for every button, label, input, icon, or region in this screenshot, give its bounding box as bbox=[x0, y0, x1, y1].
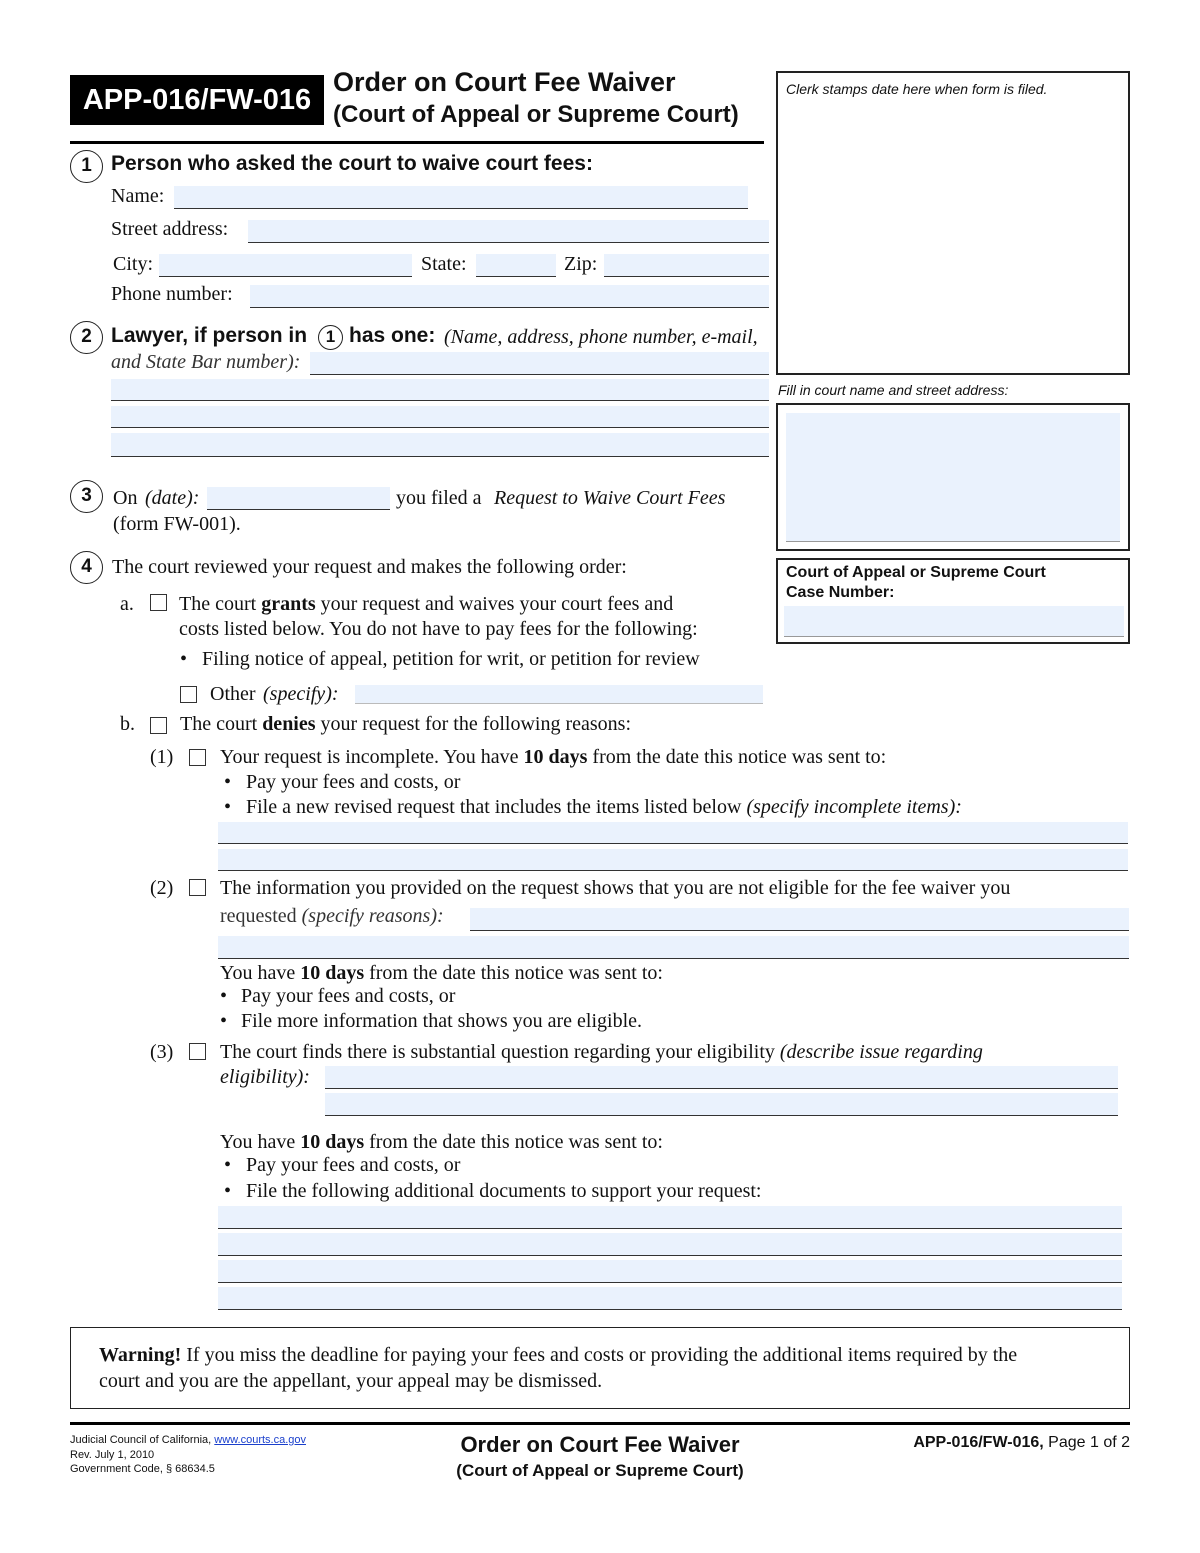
reason-3-doc-field-3[interactable] bbox=[218, 1260, 1122, 1283]
grant-checkbox[interactable] bbox=[150, 594, 167, 611]
footer-subtitle: (Court of Appeal or Supreme Court) bbox=[456, 1461, 744, 1480]
reason-2-have-bold: 10 days bbox=[300, 962, 365, 984]
zip-field[interactable] bbox=[604, 254, 769, 277]
footer-code: Government Code, § 68634.5 bbox=[70, 1463, 215, 1475]
section-1-number: 1 bbox=[70, 150, 103, 183]
reason-1-field-1[interactable] bbox=[218, 822, 1128, 844]
lawyer-field-2[interactable] bbox=[111, 379, 769, 401]
other-checkbox[interactable] bbox=[180, 686, 197, 703]
section-2-heading-b: has one: bbox=[349, 324, 436, 347]
section-3-date-hint: (date): bbox=[145, 487, 200, 509]
reason-2-have bbox=[220, 962, 663, 985]
case-number-box bbox=[776, 558, 1130, 644]
section-2-hint-a: (Name, address, phone number, e-mail, bbox=[444, 326, 758, 348]
section-3-on: On bbox=[113, 487, 138, 509]
lawyer-field-1[interactable] bbox=[310, 352, 769, 375]
reason-2-bullet-1-dot: • bbox=[220, 985, 228, 1007]
reason-1-line bbox=[220, 746, 886, 769]
reason-2-requested: requested bbox=[220, 905, 297, 927]
item-a-bullet: Filing notice of appeal, petition for writ, or petition for review bbox=[202, 648, 700, 670]
reason-2-bullet-2: File more information that shows you are eligible. bbox=[241, 1010, 643, 1032]
court-address-field[interactable] bbox=[786, 413, 1120, 542]
footer-council bbox=[70, 1434, 306, 1446]
item-a-bold: grants bbox=[261, 593, 316, 615]
warning-bold: Warning! bbox=[99, 1344, 182, 1366]
warning-box bbox=[70, 1327, 1130, 1409]
item-b-letter: b. bbox=[120, 713, 135, 735]
section-3-request-title: Request to Waive Court Fees bbox=[494, 487, 726, 509]
court-address-label: Fill in court name and street address: bbox=[778, 382, 1009, 398]
footer-link[interactable]: www.courts.ca.gov bbox=[214, 1434, 306, 1446]
phone-label: Phone number: bbox=[111, 283, 233, 305]
page-subtitle: (Court of Appeal or Supreme Court) bbox=[333, 101, 739, 128]
reason-2-have-b: from the date this notice was sent to: bbox=[369, 962, 663, 984]
item-b-text-b: your request for the following reasons: bbox=[320, 713, 632, 735]
reason-3-doc-field-1[interactable] bbox=[218, 1206, 1122, 1229]
reason-3-bullet-2-dot: • bbox=[224, 1180, 232, 1202]
clerk-stamp-label: Clerk stamps date here when form is filed. bbox=[786, 81, 1048, 97]
name-field[interactable] bbox=[174, 186, 748, 209]
reason-1-text-b: from the date this notice was sent to: bbox=[592, 746, 887, 768]
reason-3-doc-field-4[interactable] bbox=[218, 1287, 1122, 1310]
section-3-number: 3 bbox=[70, 480, 103, 513]
other-hint: (specify): bbox=[263, 683, 339, 705]
reason-3-checkbox[interactable] bbox=[189, 1043, 206, 1060]
page-title: Order on Court Fee Waiver bbox=[333, 67, 676, 97]
lawyer-field-3[interactable] bbox=[111, 406, 769, 428]
case-number-label-2: Case Number: bbox=[786, 584, 895, 601]
state-label: State: bbox=[421, 253, 467, 275]
section-1-heading: Person who asked the court to waive court fees: bbox=[111, 152, 593, 175]
footer-title: Order on Court Fee Waiver bbox=[460, 1432, 740, 1457]
section-3-filed: you filed a bbox=[396, 487, 482, 509]
clerk-stamp-box bbox=[776, 71, 1130, 375]
warning-text-a: If you miss the deadline for paying your fees and costs or providing the additional items required by the bbox=[186, 1344, 1018, 1366]
section-2-hint-b: and State Bar number): bbox=[111, 351, 301, 373]
reason-1-field-2[interactable] bbox=[218, 849, 1128, 871]
case-number-label-1: Court of Appeal or Supreme Court bbox=[786, 564, 1046, 581]
reason-1-bullet-2-text: File a new revised request that includes the items listed below bbox=[246, 796, 742, 818]
header-rule bbox=[70, 141, 764, 144]
reason-1-checkbox[interactable] bbox=[189, 749, 206, 766]
reason-2-checkbox[interactable] bbox=[189, 879, 206, 896]
item-b-text-a: The court bbox=[180, 713, 258, 735]
other-label: Other bbox=[210, 683, 256, 705]
reason-3-field-2[interactable] bbox=[325, 1093, 1118, 1116]
reason-3-field-1[interactable] bbox=[325, 1066, 1118, 1089]
reason-3-bullet-2: File the following additional documents to support your request: bbox=[246, 1180, 762, 1202]
section-2-heading bbox=[111, 324, 307, 348]
footer-rule bbox=[70, 1422, 1130, 1425]
form-id-text: APP-016/FW-016 bbox=[82, 84, 312, 116]
reason-3-have-bold: 10 days bbox=[300, 1131, 365, 1153]
reason-3-bullet-1-dot: • bbox=[224, 1154, 232, 1176]
reason-2-text-b bbox=[220, 905, 444, 928]
city-label: City: bbox=[113, 253, 154, 275]
other-field[interactable] bbox=[355, 685, 763, 704]
section-4-number: 4 bbox=[70, 551, 103, 584]
reason-2-field-2[interactable] bbox=[218, 936, 1129, 959]
footer-council-text: Judicial Council of California, bbox=[70, 1434, 212, 1446]
reason-2-hint: (specify reasons): bbox=[301, 905, 444, 927]
phone-field[interactable] bbox=[250, 285, 769, 308]
footer-page: Page 1 of 2 bbox=[1048, 1434, 1130, 1451]
section-4-intro: The court reviewed your request and makes the following order: bbox=[112, 556, 627, 578]
item-a-text-c: costs listed below. You do not have to pay fees for the following: bbox=[179, 618, 698, 640]
street-label: Street address: bbox=[111, 218, 229, 240]
reason-3-bullet-1: Pay your fees and costs, or bbox=[246, 1154, 461, 1176]
item-a-line-1 bbox=[179, 593, 673, 616]
reason-1-num: (1) bbox=[150, 746, 174, 768]
state-field[interactable] bbox=[476, 254, 556, 277]
warning-line-1 bbox=[99, 1344, 1017, 1367]
item-a-text-a: The court bbox=[179, 593, 257, 615]
item-b-bold: denies bbox=[262, 713, 316, 735]
reason-3-text-a: The court finds there is substantial question regarding your eligibility bbox=[220, 1041, 775, 1063]
reason-3-have-b: from the date this notice was sent to: bbox=[369, 1131, 663, 1153]
reason-2-num: (2) bbox=[150, 877, 174, 899]
item-b-line bbox=[180, 713, 631, 736]
reason-3-num: (3) bbox=[150, 1041, 174, 1063]
reason-3-hint-a: (describe issue regarding bbox=[779, 1041, 983, 1063]
reason-3-hint-b: eligibility): bbox=[220, 1066, 310, 1088]
reason-3-doc-field-2[interactable] bbox=[218, 1233, 1122, 1256]
filed-date-field[interactable] bbox=[207, 487, 390, 510]
city-field[interactable] bbox=[159, 254, 412, 277]
reason-1-bullet-1: Pay your fees and costs, or bbox=[246, 771, 461, 793]
reason-1-bullet-2-dot: • bbox=[224, 796, 232, 818]
lawyer-field-4[interactable] bbox=[111, 433, 769, 457]
reason-1-bullet-2-hint: (specify incomplete items): bbox=[746, 796, 962, 818]
reason-2-text-a: The information you provided on the request shows that you are not eligible for the fee waiver you bbox=[220, 877, 1011, 899]
form-id-badge bbox=[70, 75, 324, 125]
reason-1-text-a: Your request is incomplete. You have bbox=[220, 746, 519, 768]
section-2-number: 2 bbox=[70, 321, 103, 354]
reason-2-have-a: You have bbox=[220, 962, 296, 984]
reason-1-bullet-1-dot: • bbox=[224, 771, 232, 793]
footer-form-id bbox=[913, 1434, 1130, 1452]
section-2-ref-1: 1 bbox=[318, 325, 343, 350]
street-field[interactable] bbox=[248, 220, 769, 243]
item-a-text-b: your request and waives your court fees and bbox=[320, 593, 674, 615]
section-2-heading-a: Lawyer, if person in bbox=[111, 324, 308, 347]
reason-1-bullet-2 bbox=[246, 796, 962, 819]
reason-3-have bbox=[220, 1131, 663, 1154]
section-3-form-ref: (form FW-001). bbox=[113, 513, 241, 535]
warning-text-b: court and you are the appellant, your appeal may be dismissed. bbox=[99, 1370, 603, 1392]
zip-label: Zip: bbox=[564, 253, 598, 275]
case-number-field[interactable] bbox=[784, 606, 1124, 637]
reason-2-bullet-1: Pay your fees and costs, or bbox=[241, 985, 456, 1007]
item-a-letter: a. bbox=[120, 593, 134, 615]
footer-rev: Rev. July 1, 2010 bbox=[70, 1449, 155, 1461]
name-label: Name: bbox=[111, 185, 165, 207]
reason-1-bold: 10 days bbox=[523, 746, 588, 768]
reason-2-field-1[interactable] bbox=[470, 908, 1129, 931]
item-a-bullet-dot: • bbox=[180, 648, 188, 670]
reason-2-bullet-2-dot: • bbox=[220, 1010, 228, 1032]
court-address-box bbox=[776, 403, 1130, 551]
footer-form-id-text: APP-016/FW-016, bbox=[913, 1434, 1044, 1451]
deny-checkbox[interactable] bbox=[150, 717, 167, 734]
reason-3-line bbox=[220, 1041, 983, 1064]
reason-3-have-a: You have bbox=[220, 1131, 296, 1153]
